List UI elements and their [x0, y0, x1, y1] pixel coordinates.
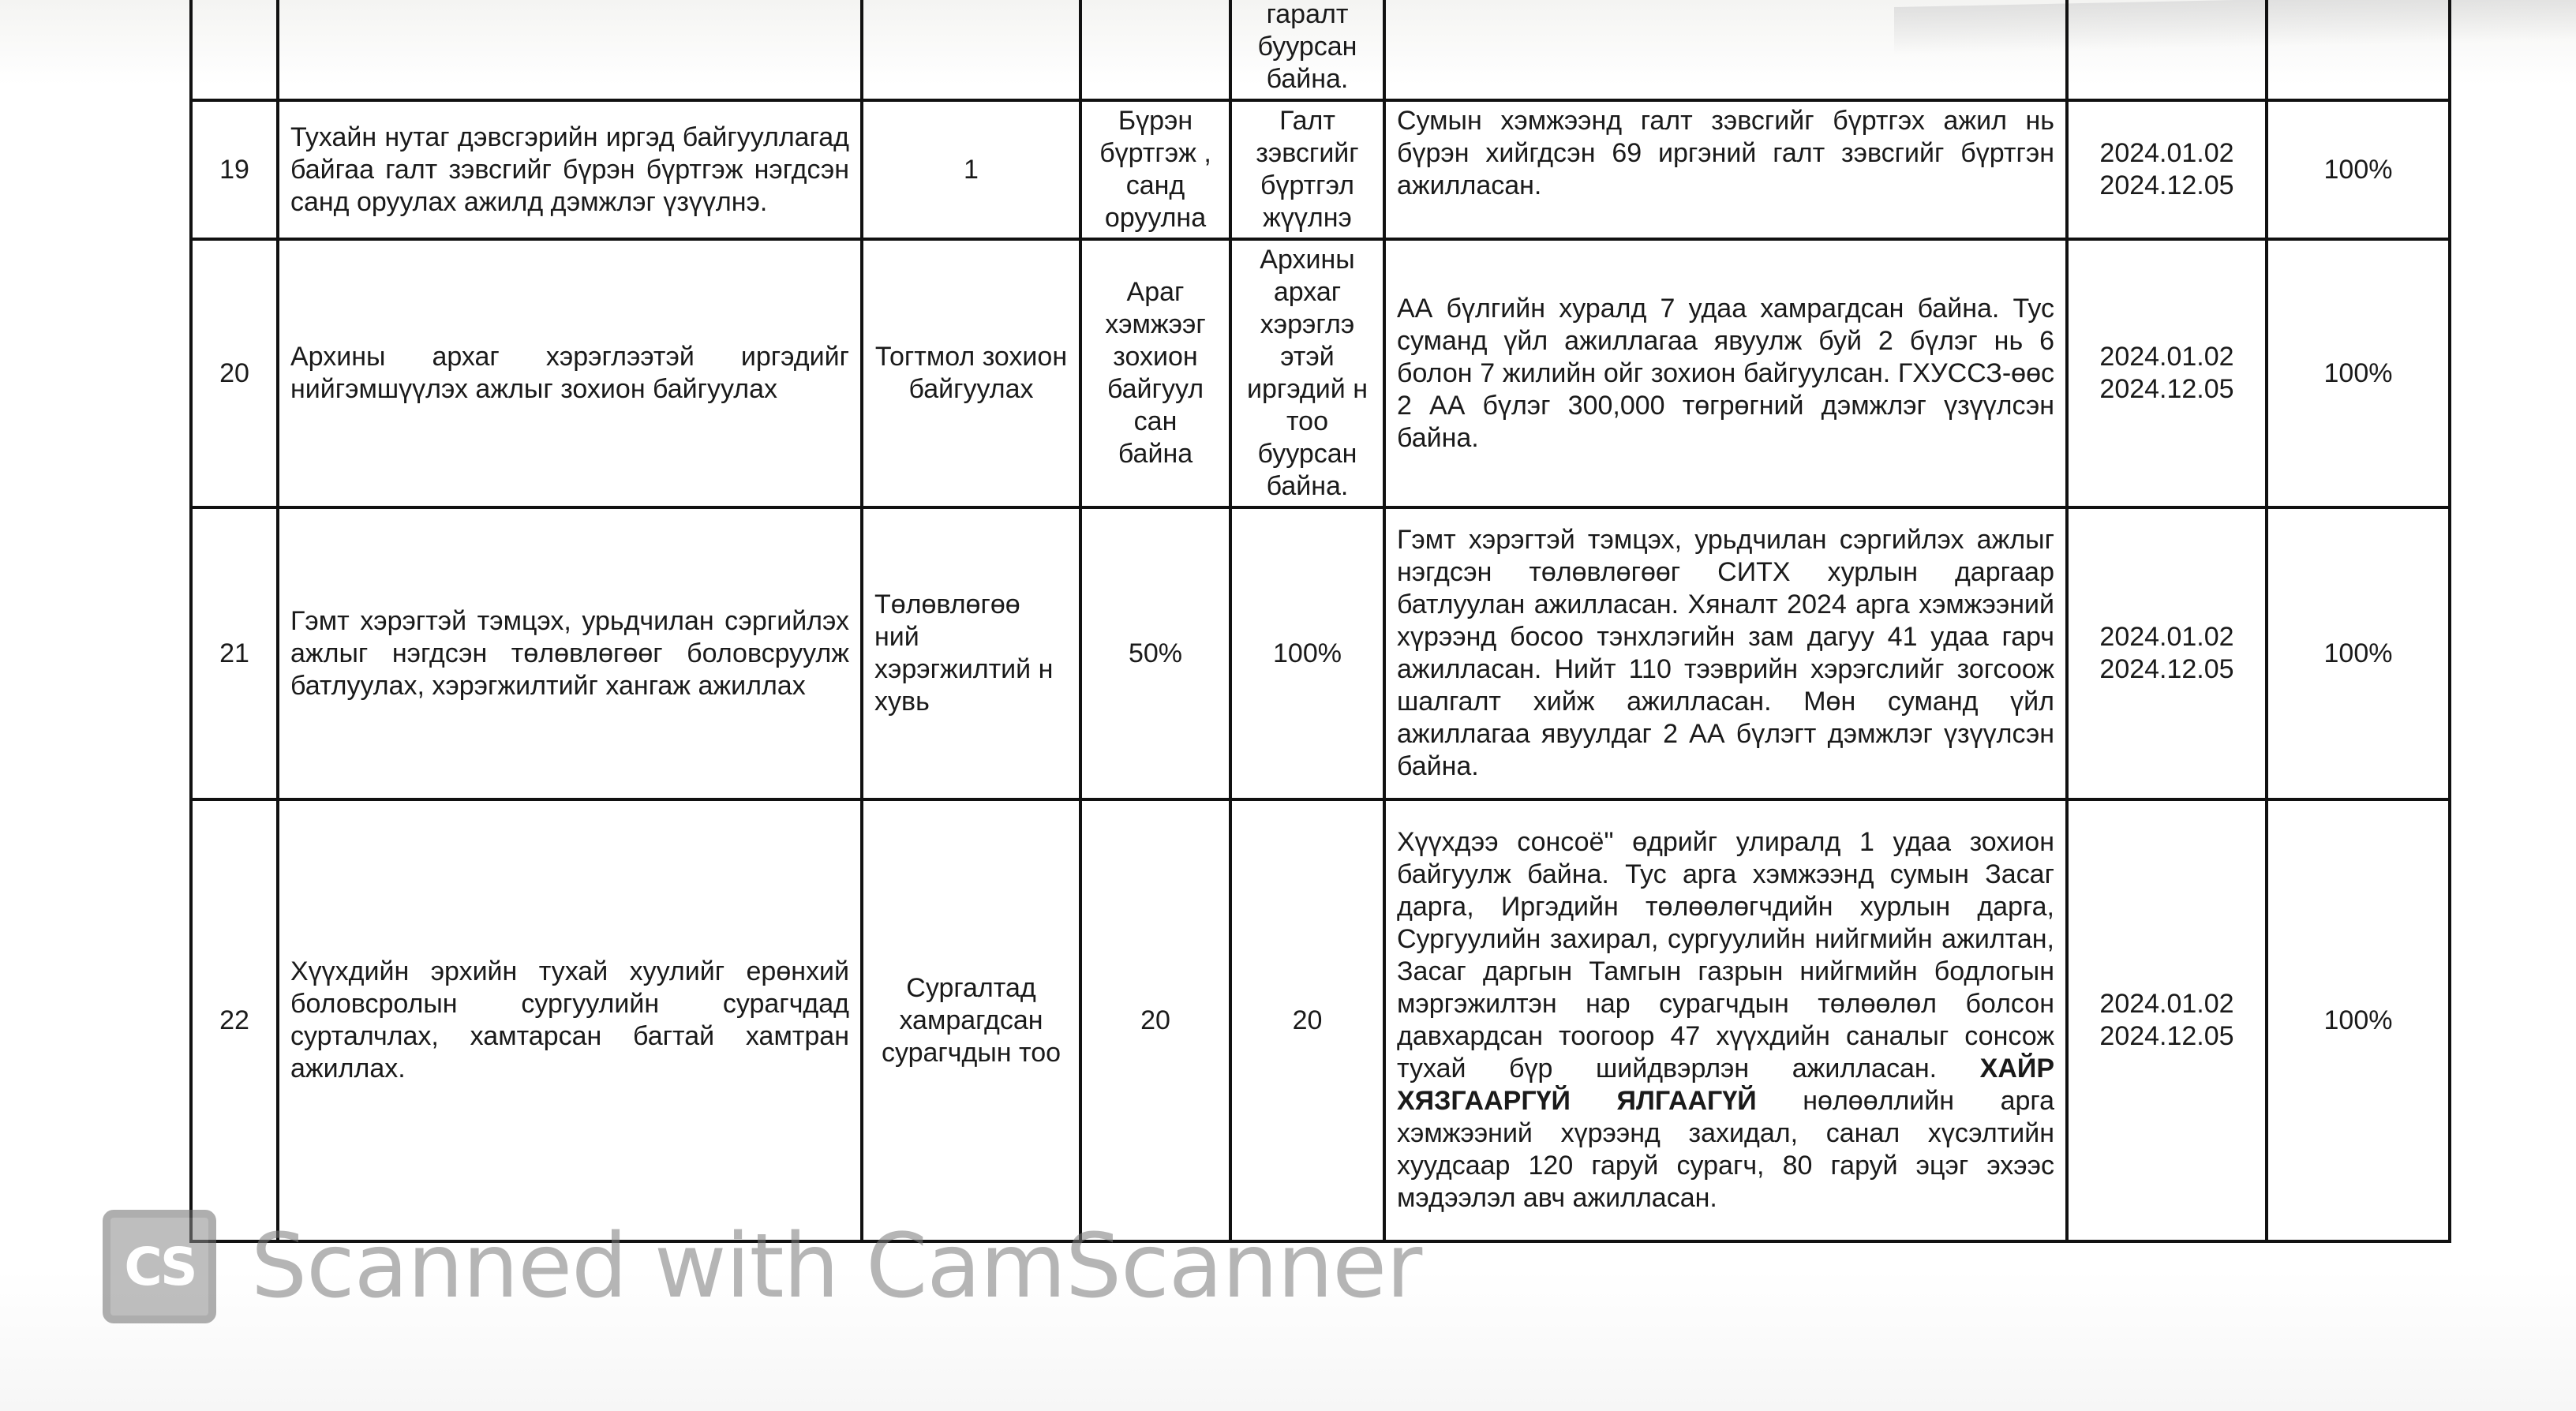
target-cell: гаралт буурсан байна. — [1230, 0, 1384, 100]
date-cell — [2067, 239, 2267, 507]
end-date: 2024.12.05 — [2099, 374, 2234, 404]
row-number: 19 — [191, 100, 278, 239]
percent-cell: 100% — [2267, 507, 2450, 799]
result-cell — [1384, 799, 2067, 1241]
start-date: 2024.01.02 — [2099, 138, 2234, 168]
indicator-cell — [862, 0, 1080, 100]
row-number: 22 — [191, 799, 278, 1241]
date-cell — [2067, 799, 2267, 1241]
baseline-cell: Бүрэн бүртгэж , санд оруулна — [1080, 100, 1230, 239]
camscanner-logo-icon: CS — [103, 1210, 216, 1323]
table-row — [191, 507, 2450, 799]
baseline-cell: 50% — [1080, 507, 1230, 799]
activity-cell: Архины архаг хэрэглээтэй иргэдийг нийгэмшүүлэх ажлыг зохион байгуулах — [278, 239, 862, 507]
baseline-cell: 20 — [1080, 799, 1230, 1241]
target-cell: 100% — [1230, 507, 1384, 799]
camscanner-watermark — [103, 1207, 1421, 1326]
watermark-text: Scanned with CamScanner — [251, 1215, 1422, 1318]
date-cell — [2067, 100, 2267, 239]
result-cell: АА бүлгийн хуралд 7 удаа хамрагдсан байна. Тус суманд үйл ажиллагаа явуулж буй 2 бүлэг нь 6 болон 7 жилийн ойг зохион байгуулсан. ГХУССЗ-өөс 2 АА бүлэг 300,000 төгрөгний дэмжлэг үзүүлсэн байна. — [1384, 239, 2067, 507]
indicator-cell: Төлөвлөгөө ний хэрэгжилтий н хувь — [862, 507, 1080, 799]
activity-cell: Хүүхдийн эрхийн тухай хуулийг ерөнхий боловсролын сургуулийн сурагчдад сурталчлах, хамтарсан багтай хамтран ажиллах. — [278, 799, 862, 1241]
result-emphasis: ХАЙР ХЯЗГААРГҮЙ ЯЛГААГҮЙ — [1397, 1054, 2055, 1116]
start-date: 2024.01.02 — [2099, 989, 2234, 1019]
percent-cell: 100% — [2267, 100, 2450, 239]
result-text-continued: нөлөөллийн арга хэмжээний хүрээнд захидал, санал хүсэлтийн хуудсаар 120 гаруй сурагч, 80 гаруй эцэг эхээс мэдээлэл авч ажилласан. — [1397, 1086, 2054, 1213]
table-row — [191, 799, 2450, 1241]
activity-cell: Тухайн нутаг дэвсгэрийн иргэд байгууллагад байгаа галт зэвсгийг бүрэн бүртгэж нэгдсэн санд оруулах ажилд дэмжлэг үзүүлнэ. — [278, 100, 862, 239]
target-cell: Архины архаг хэрэглэ этэй иргэдий н тоо буурсан байна. — [1230, 239, 1384, 507]
baseline-cell: Араг хэмжээг зохион байгуул сан байна — [1080, 239, 1230, 507]
table-row — [191, 0, 2450, 100]
indicator-cell: 1 — [862, 100, 1080, 239]
baseline-cell — [1080, 0, 1230, 100]
target-cell: Галт зэвсгийг бүртгэл жүүлнэ — [1230, 100, 1384, 239]
result-cell: Гэмт хэрэгтэй тэмцэх, урьдчилан сэргийлэх ажлыг нэгдсэн төлөвлөгөөг СИТХ хурлын даргаар батлуулан ажилласан. Хяналт 2024 арга хэмжээний хүрээнд босоо тэнхлэгийн зам дагуу 41 удаа гарч ажилласан. Нийт 110 тээврийн хэрэгслийг зогсоож шалгалт хийж ажилласан. Мөн суманд үйл ажиллагаа явуулдаг 2 АА бүлэгт дэмжлэг үзүүлсэн байна. — [1384, 507, 2067, 799]
indicator-cell: Тогтмол зохион байгуулах — [862, 239, 1080, 507]
start-date: 2024.01.02 — [2099, 622, 2234, 652]
activity-cell: Гэмт хэрэгтэй тэмцэх, урьдчилан сэргийлэх ажлыг нэгдсэн төлөвлөгөөг боловсруулж батлуулах, хэрэгжилтийг хангаж ажиллах — [278, 507, 862, 799]
row-number: 20 — [191, 239, 278, 507]
indicator-cell: Сургалтад хамрагдсан сурагчдын тоо — [862, 799, 1080, 1241]
result-text: Хүүхдээ сонсоё" өдрийг улиралд 1 удаа зохион байгуулж байна. Тус арга хэмжээнд сумын Засаг дарга, Иргэдийн төлөөлөгчдийн хурлын дарга, Сургуулийн захирал, сургуулийн нийгмийн ажилтан, Засаг даргын Тамгын газрын нийгмийн бодлогын мэргэжилтэн нар сурагчдын төлөөлөл болсон давхардсан тоогоор 47 хүүхдийн саналыг сонсож тухай бүр шийдвэрлэн ажилласан. — [1397, 827, 2054, 1084]
target-cell: 20 — [1230, 799, 1384, 1241]
percent-cell — [2267, 0, 2450, 100]
percent-cell: 100% — [2267, 239, 2450, 507]
percent-cell: 100% — [2267, 799, 2450, 1241]
table-row — [191, 100, 2450, 239]
result-cell: Сумын хэмжээнд галт зэвсгийг бүртгэх ажил нь бүрэн хийгдсэн 69 иргэний галт зэвсгийг бүртгэн ажилласан. — [1384, 100, 2067, 239]
date-cell — [2067, 507, 2267, 799]
end-date: 2024.12.05 — [2099, 1021, 2234, 1051]
result-cell — [1384, 0, 2067, 100]
start-date: 2024.01.02 — [2099, 342, 2234, 372]
report-table — [189, 0, 2451, 1243]
activity-cell — [278, 0, 862, 100]
date-cell — [2067, 0, 2267, 100]
row-number: 21 — [191, 507, 278, 799]
end-date: 2024.12.05 — [2099, 170, 2234, 200]
row-number — [191, 0, 278, 100]
end-date: 2024.12.05 — [2099, 654, 2234, 684]
table-row — [191, 239, 2450, 507]
